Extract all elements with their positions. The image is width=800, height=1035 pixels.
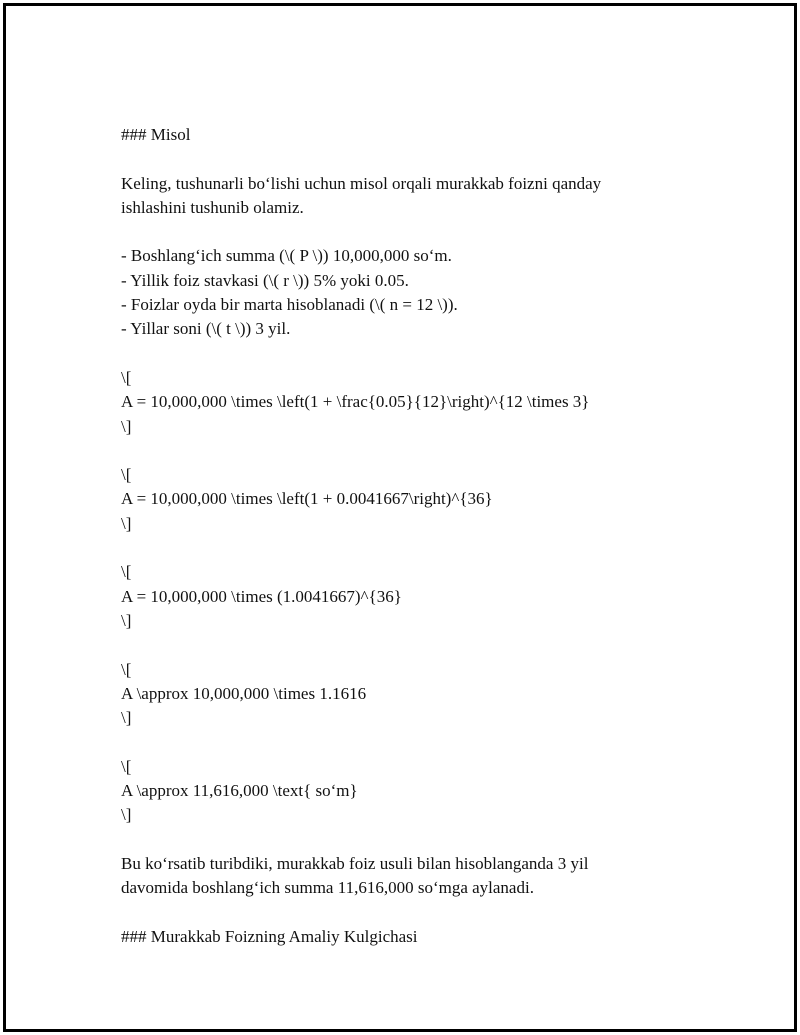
next-section-heading: ### Murakkab Foizning Amaliy Kulgichasi bbox=[121, 926, 418, 946]
equation-close: \] bbox=[121, 416, 132, 436]
spacer bbox=[121, 633, 701, 657]
equation-body: A = 10,000,000 \times \left(1 + \frac{0.05}{12}\right)^{12 \times 3} bbox=[121, 392, 590, 412]
equation-close: \] bbox=[121, 805, 132, 825]
example-heading: ### Misol bbox=[121, 125, 191, 144]
equation-open: \[ bbox=[121, 367, 132, 387]
spacer bbox=[121, 439, 701, 463]
equation-open: \[ bbox=[121, 659, 132, 679]
spacer bbox=[121, 342, 701, 366]
document-body bbox=[121, 123, 701, 949]
list-item-principal: - Boshlang‘ich summa (\( P \)) 10,000,000 so‘m. bbox=[121, 246, 452, 266]
list-item-years: - Yillar soni (\( t \)) 3 yil. bbox=[121, 319, 291, 339]
equation-open: \[ bbox=[121, 562, 132, 582]
equation-close: \] bbox=[121, 708, 132, 728]
spacer bbox=[121, 901, 701, 925]
intro-line: ishlashini tushunib olamiz. bbox=[121, 197, 304, 217]
conclusion-line: davomida boshlang‘ich summa 11,616,000 so‘mga aylanadi. bbox=[121, 878, 534, 898]
equation-body: A \approx 10,000,000 \times 1.1616 bbox=[121, 683, 367, 703]
intro-line: Keling, tushunarli bo‘lishi uchun misol orqali murakkab foizni qanday bbox=[121, 173, 602, 193]
equation-body: A \approx 11,616,000 \text{ so‘m} bbox=[121, 781, 358, 801]
equation-close: \] bbox=[121, 610, 132, 630]
conclusion-line: Bu ko‘rsatib turibdiki, murakkab foiz usuli bilan hisoblanganda 3 yil bbox=[121, 853, 589, 873]
page-frame bbox=[3, 3, 797, 1032]
spacer bbox=[121, 828, 701, 852]
spacer bbox=[121, 147, 701, 171]
equation-body: A = 10,000,000 \times \left(1 + 0.0041667\right)^{36} bbox=[121, 489, 493, 509]
spacer bbox=[121, 536, 701, 560]
equation-close: \] bbox=[121, 513, 132, 533]
equation-open: \[ bbox=[121, 465, 132, 485]
spacer bbox=[121, 730, 701, 754]
equation-open: \[ bbox=[121, 756, 132, 776]
list-item-rate: - Yillik foiz stavkasi (\( r \)) 5% yoki 0.05. bbox=[121, 270, 409, 290]
equation-body: A = 10,000,000 \times (1.0041667)^{36} bbox=[121, 586, 402, 606]
list-item-compounding: - Foizlar oyda bir marta hisoblanadi (\( n = 12 \)). bbox=[121, 295, 458, 315]
spacer bbox=[121, 220, 701, 244]
